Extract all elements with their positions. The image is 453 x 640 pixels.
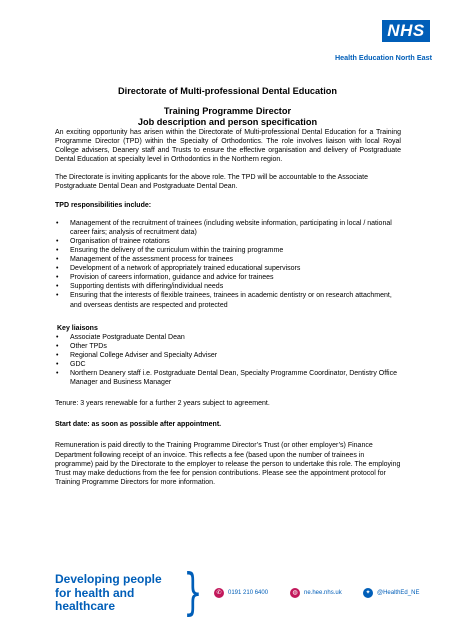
globe-icon: ◍	[290, 588, 300, 598]
document-body	[55, 128, 401, 496]
list-item: • GDC	[56, 360, 86, 368]
liaisons-heading: Key liaisons	[57, 324, 98, 332]
org-name: Health Education North East	[334, 53, 432, 62]
list-item: • Management of the assessment process for trainees	[56, 256, 234, 264]
responsibilities-heading: TPD responsibilities include:	[55, 201, 152, 209]
nhs-logo: NHS	[382, 20, 430, 42]
tenure-text: Tenure: 3 years renewable for a further 2 years subject to agreement.	[55, 400, 270, 408]
phone-number: 0191 210 6400	[228, 590, 269, 596]
remuneration-paragraph: Remuneration is paid directly to the Training Programme Director’s Trust (or other employer’s) Finance Department following receipt of an invoice. This reflects a fee (based upon the number of trainees in programme) paid by the Directorate to the employer to release the person to undertake this role. The employing Trust may make deductions from the fee for pension contributions. Please see the appointment protocol for Training Programme Directors for more information.	[55, 442, 401, 486]
list-item: • Other TPDs	[56, 342, 107, 350]
list-item: • Ensuring the delivery of the curriculum within the training programme	[56, 246, 284, 254]
list-item: • Regional College Adviser and Specialty Adviser	[56, 351, 218, 359]
brace-divider: }	[183, 563, 203, 621]
twitter-icon: ✦	[363, 588, 373, 598]
web-address: ne.hee.nhs.uk	[304, 590, 342, 596]
list-item: • Ensuring that the interests of flexible trainees, trainees in academic dentistry or on research attachment, and overseas dentists are respected and protected	[56, 292, 392, 309]
directorate-title: Directorate of Multi-professional Dental Education	[118, 86, 337, 96]
list-item: • Northern Deanery staff i.e. Postgraduate Dental Dean, Specialty Programme Coordinator, Dentistry Office Manager and Business Manager	[56, 370, 397, 387]
title-block	[55, 86, 400, 127]
liaisons-list	[55, 333, 401, 388]
list-item: • Organisation of trainee rotations	[56, 237, 170, 245]
footer-slogan: Developing people for health and healthcare	[55, 572, 162, 613]
role-title: Training Programme Director	[163, 106, 292, 116]
intro-paragraph: An exciting opportunity has arisen within the Directorate of Multi-professional Dental Education for a Training Programme Director (TPD) within the Specialty of Orthodontics. The role involves liaison with local Royal College advisers, Deanery staff and Trusts to ensure the effective organisation and delivery of Postgraduate Dental Education at specialty level in Orthodontics in the Northern region.	[55, 129, 401, 164]
list-item: • Development of a network of appropriately trained educational supervisors	[56, 265, 301, 273]
responsibilities-list	[55, 219, 401, 310]
twitter-contact[interactable]	[363, 588, 419, 598]
list-item: • Management of the recruitment of trainees (including website information, participating in local / national career fairs; analysis of recruitment data)	[56, 219, 392, 236]
web-contact[interactable]	[290, 588, 342, 598]
twitter-handle: @HealthEd_NE	[377, 590, 420, 596]
phone-contact[interactable]	[214, 588, 268, 598]
list-item: • Provision of careers information, guidance and advice for trainees	[56, 274, 274, 282]
list-item: • Supporting dentists with differing/individual needs	[56, 283, 224, 291]
invite-paragraph: The Directorate is inviting applicants for the above role. The TPD will be accountable to the Associate Postgraduate Dental Dean and Postgraduate Dental Dean.	[55, 174, 368, 191]
start-date-text: Start date: as soon as possible after appointment.	[55, 421, 222, 429]
phone-icon: ✆	[214, 588, 224, 598]
list-item: • Associate Postgraduate Dental Dean	[56, 333, 185, 341]
document-subtitle: Job description and person specification	[137, 117, 318, 127]
